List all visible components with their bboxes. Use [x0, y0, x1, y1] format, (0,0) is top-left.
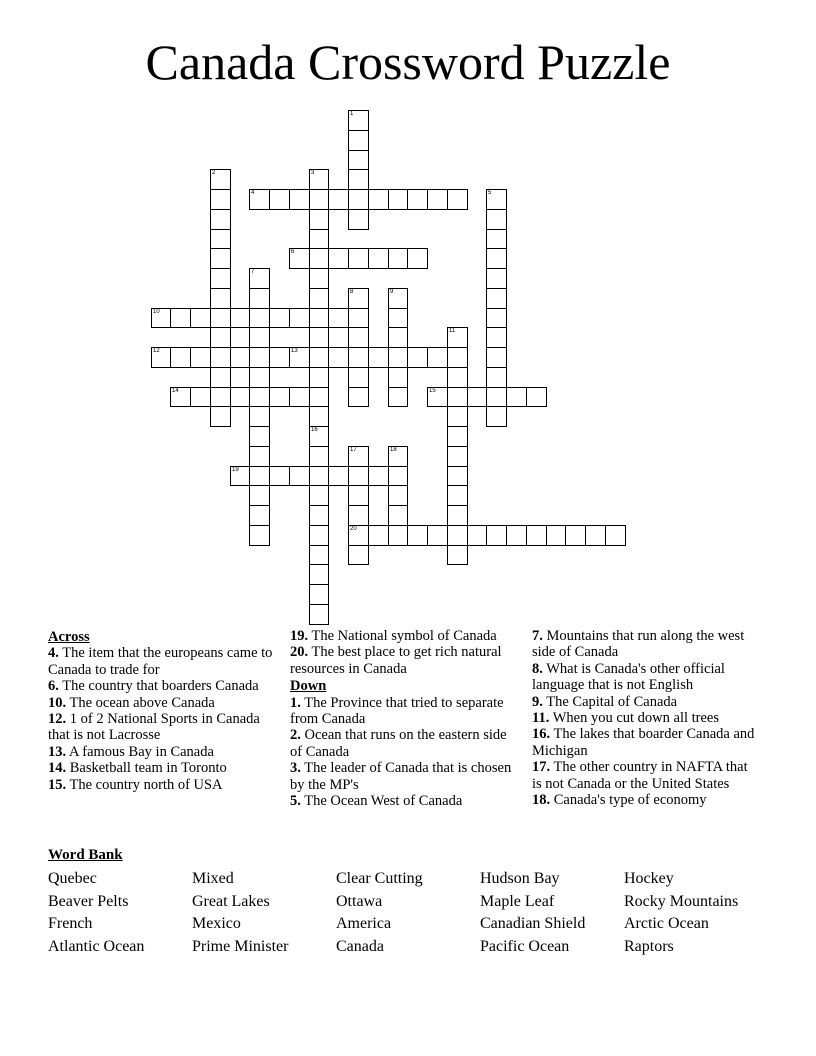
crossword-cell[interactable]	[230, 387, 250, 407]
crossword-cell[interactable]	[210, 248, 231, 269]
crossword-cell[interactable]	[309, 466, 329, 486]
down-clue: 2. Ocean that runs on the eastern side of Canada	[290, 727, 507, 760]
crossword-cell[interactable]	[348, 485, 369, 506]
crossword-cell[interactable]	[210, 268, 231, 289]
crossword-cell[interactable]	[467, 387, 487, 407]
crossword-cell[interactable]	[447, 189, 468, 210]
clues-column-3	[532, 628, 757, 808]
crossword-cell[interactable]	[309, 209, 329, 230]
crossword-cell[interactable]	[289, 347, 310, 368]
clue-number: 9	[390, 289, 394, 295]
crossword-cell[interactable]	[388, 367, 408, 388]
crossword-cell[interactable]	[447, 327, 468, 348]
crossword-cell[interactable]	[388, 466, 408, 486]
crossword-cell[interactable]	[309, 426, 329, 447]
crossword-cell[interactable]	[210, 169, 231, 190]
clue-number: 12	[153, 348, 160, 354]
down-clue: 18. Canada's type of economy	[532, 792, 707, 809]
crossword-cell[interactable]	[565, 525, 586, 546]
crossword-cell[interactable]	[249, 189, 270, 210]
crossword-cell[interactable]	[546, 525, 566, 546]
word-bank-word: French	[48, 915, 93, 932]
word-bank-word: Ottawa	[336, 892, 383, 910]
word-bank-word: Clear Cutting	[336, 870, 423, 887]
down-clue: 9. The Capital of Canada	[532, 693, 678, 710]
crossword-cell[interactable]	[309, 327, 329, 348]
crossword-cell[interactable]	[388, 525, 408, 546]
crossword-cell[interactable]	[486, 229, 507, 249]
clue-number: 7	[251, 269, 255, 275]
crossword-cell[interactable]	[388, 288, 408, 309]
crossword-cell[interactable]	[309, 229, 329, 249]
word-bank-column	[624, 868, 764, 958]
crossword-cell[interactable]	[309, 268, 329, 289]
crossword-cell[interactable]	[210, 367, 231, 388]
crossword-cell[interactable]	[210, 288, 231, 309]
clue-number: 2	[212, 170, 216, 176]
clue-number: 11	[449, 328, 456, 334]
crossword-cell[interactable]	[348, 169, 369, 190]
word-bank-column	[48, 868, 188, 958]
crossword-cell[interactable]	[249, 406, 270, 427]
crossword-cell[interactable]	[605, 525, 626, 546]
crossword-cell[interactable]	[249, 485, 270, 506]
crossword-cell[interactable]	[348, 327, 369, 348]
crossword-cell[interactable]	[309, 564, 329, 585]
crossword-cell[interactable]	[170, 308, 191, 328]
crossword-cell[interactable]	[427, 387, 448, 407]
crossword-cell[interactable]	[289, 308, 310, 328]
crossword-cell[interactable]	[447, 505, 468, 526]
crossword-cell[interactable]	[151, 347, 171, 368]
crossword-cell[interactable]	[348, 505, 369, 526]
crossword-cell[interactable]	[348, 150, 369, 170]
crossword-cell[interactable]	[486, 387, 507, 407]
down-clue: 5. The Ocean West of Canada	[290, 793, 463, 810]
crossword-cell[interactable]	[447, 347, 468, 368]
crossword-cell[interactable]	[249, 387, 270, 407]
crossword-cell[interactable]	[309, 545, 329, 565]
crossword-cell[interactable]	[585, 525, 606, 546]
across-clue: 12. 1 of 2 National Sports in Canada that is not Lacrosse	[48, 711, 260, 744]
crossword-cell[interactable]	[348, 288, 369, 309]
across-clue: 4. The item that the europeans came to Canada to trade for	[48, 645, 273, 678]
crossword-cell[interactable]	[388, 446, 408, 467]
crossword-cell[interactable]	[368, 189, 389, 210]
clue-number: 17	[350, 447, 357, 453]
clue-number: 4	[251, 190, 255, 196]
crossword-cell[interactable]	[486, 288, 507, 309]
crossword-cell[interactable]	[388, 308, 408, 328]
crossword-cell[interactable]	[388, 387, 408, 407]
clue-number: 20	[350, 526, 357, 532]
crossword-cell[interactable]	[467, 525, 487, 546]
crossword-cell[interactable]	[269, 387, 290, 407]
crossword-cell[interactable]	[348, 110, 369, 131]
crossword-cell[interactable]	[328, 347, 349, 368]
crossword-cell[interactable]	[447, 426, 468, 447]
across-clue: 15. The country north of USA	[48, 776, 223, 793]
crossword-cell[interactable]	[447, 387, 468, 407]
crossword-cell[interactable]	[269, 308, 290, 328]
crossword-cell[interactable]	[309, 505, 329, 526]
crossword-cell[interactable]	[309, 387, 329, 407]
word-bank-word: Canadian Shield	[480, 915, 586, 932]
crossword-cell[interactable]	[486, 308, 507, 328]
crossword-cell[interactable]	[407, 189, 428, 210]
word-bank-column	[336, 868, 476, 958]
word-bank-word: Canada	[336, 937, 384, 955]
crossword-cell[interactable]	[486, 268, 507, 289]
word-bank-word: Prime Minister	[192, 937, 289, 955]
crossword-cell[interactable]	[447, 466, 468, 486]
crossword-cell[interactable]	[170, 387, 191, 407]
crossword-cell[interactable]	[486, 347, 507, 368]
crossword-cell[interactable]	[447, 406, 468, 427]
crossword-cell[interactable]	[447, 367, 468, 388]
crossword-cell[interactable]	[348, 130, 369, 151]
crossword-cell[interactable]	[249, 466, 270, 486]
word-bank-word: America	[336, 915, 392, 932]
across-clue: 20. The best place to get rich natural resources in Canada	[290, 644, 502, 677]
crossword-cell[interactable]	[348, 545, 369, 565]
clue-number: 6	[291, 249, 295, 255]
crossword-cell[interactable]	[328, 308, 349, 328]
crossword-cell[interactable]	[309, 169, 329, 190]
down-clue: 7. Mountains that run along the west side of Canada	[532, 628, 745, 661]
crossword-cell[interactable]	[407, 248, 428, 269]
crossword-cell[interactable]	[289, 466, 310, 486]
down-clue: 3. The leader of Canada that is chosen by the MP's	[290, 760, 512, 793]
crossword-cell[interactable]	[427, 525, 448, 546]
word-bank-column	[192, 868, 332, 958]
crossword-cell[interactable]	[526, 525, 547, 546]
down-clue: 8. What is Canada's other official language that is not English	[532, 660, 725, 694]
down-clue: 1. The Province that tried to separate from Canada	[290, 694, 504, 728]
crossword-cell[interactable]	[210, 327, 231, 348]
crossword-cell[interactable]	[368, 248, 389, 269]
crossword-cell[interactable]	[309, 525, 329, 546]
crossword-cell[interactable]	[348, 446, 369, 467]
crossword-cell[interactable]	[348, 347, 369, 368]
crossword-cell[interactable]	[486, 525, 507, 546]
crossword-cell[interactable]	[348, 209, 369, 230]
crossword-cell[interactable]	[289, 248, 310, 269]
crossword-cell[interactable]	[526, 387, 547, 407]
crossword-cell[interactable]	[309, 406, 329, 427]
clue-number: 15	[429, 388, 436, 394]
crossword-cell[interactable]	[486, 406, 507, 427]
crossword-cell[interactable]	[427, 347, 448, 368]
word-bank-word: Atlantic Ocean	[48, 937, 145, 955]
crossword-cell[interactable]	[368, 466, 389, 486]
word-bank-word: Rocky Mountains	[624, 892, 739, 910]
crossword-cell[interactable]	[348, 248, 369, 269]
clue-number: 14	[172, 388, 179, 394]
crossword-cell[interactable]	[249, 327, 270, 348]
crossword-cell[interactable]	[210, 406, 231, 427]
crossword-cell[interactable]	[249, 505, 270, 526]
crossword-cell[interactable]	[486, 209, 507, 230]
crossword-cell[interactable]	[368, 525, 389, 546]
word-bank-heading: Word Bank	[48, 847, 123, 863]
crossword-cell[interactable]	[210, 209, 231, 230]
crossword-cell[interactable]	[388, 505, 408, 526]
word-bank-word: Quebec	[48, 870, 97, 887]
crossword-cell[interactable]	[210, 229, 231, 249]
crossword-cell[interactable]	[151, 308, 171, 328]
crossword-cell[interactable]	[447, 545, 468, 565]
crossword-cell[interactable]	[269, 189, 290, 210]
crossword-cell[interactable]	[249, 347, 270, 368]
clue-number: 18	[390, 447, 397, 453]
crossword-cell[interactable]	[447, 446, 468, 467]
crossword-cell[interactable]	[190, 387, 211, 407]
word-bank-word: Great Lakes	[192, 892, 270, 910]
crossword-cell[interactable]	[190, 347, 211, 368]
crossword-cell[interactable]	[486, 248, 507, 269]
crossword-cell[interactable]	[269, 466, 290, 486]
crossword-cell[interactable]	[388, 347, 408, 368]
crossword-cell[interactable]	[447, 525, 468, 546]
clue-number: 10	[153, 309, 160, 315]
across-clue: 19. The National symbol of Canada	[290, 628, 497, 644]
clue-number: 19	[232, 467, 239, 473]
crossword-cell[interactable]	[368, 347, 389, 368]
down-clue: 11. When you cut down all trees	[532, 710, 719, 727]
crossword-cell[interactable]	[328, 248, 349, 269]
clue-number: 16	[311, 427, 318, 433]
clues-column-1	[48, 628, 273, 793]
across-clue: 14. Basketball team in Toronto	[48, 760, 227, 777]
crossword-cell[interactable]	[348, 525, 369, 546]
crossword-cell[interactable]	[348, 308, 369, 328]
word-bank-word: Mexico	[192, 915, 241, 932]
crossword-cell[interactable]	[210, 387, 231, 407]
crossword-cell[interactable]	[486, 327, 507, 348]
crossword-cell[interactable]	[309, 367, 329, 388]
crossword-cell[interactable]	[427, 189, 448, 210]
across-clue: 6. The country that boarders Canada	[48, 678, 259, 695]
crossword-cell[interactable]	[309, 308, 329, 328]
crossword-cell[interactable]	[407, 525, 428, 546]
crossword-cell[interactable]	[447, 485, 468, 506]
word-bank-word: Hudson Bay	[480, 870, 560, 887]
crossword-cell[interactable]	[388, 189, 408, 210]
clue-number: 5	[488, 190, 492, 196]
crossword-cell[interactable]	[249, 268, 270, 289]
crossword-cell[interactable]	[486, 189, 507, 210]
word-bank-word: Pacific Ocean	[480, 937, 570, 955]
clue-number: 3	[311, 170, 315, 176]
word-bank-word: Hockey	[624, 870, 674, 887]
crossword-cell[interactable]	[309, 446, 329, 467]
clue-number: 13	[291, 348, 298, 354]
crossword-cell[interactable]	[249, 308, 270, 328]
crossword-cell[interactable]	[328, 466, 349, 486]
crossword-cell[interactable]	[348, 466, 369, 486]
crossword-cell[interactable]	[289, 189, 310, 210]
crossword-cell[interactable]	[289, 387, 310, 407]
crossword-cell[interactable]	[309, 485, 329, 506]
crossword-cell[interactable]	[486, 367, 507, 388]
crossword-cell[interactable]	[249, 426, 270, 447]
crossword-cell[interactable]	[190, 308, 211, 328]
across-heading: Across	[48, 629, 90, 645]
word-bank-word: Maple Leaf	[480, 892, 555, 910]
crossword-cell[interactable]	[309, 584, 329, 605]
crossword-cell[interactable]	[388, 248, 408, 269]
crossword-cell[interactable]	[309, 248, 329, 269]
crossword-cell[interactable]	[348, 189, 369, 210]
crossword-cell[interactable]	[210, 347, 231, 368]
crossword-cell[interactable]	[249, 446, 270, 467]
crossword-cell[interactable]	[506, 387, 527, 407]
crossword-cell[interactable]	[309, 189, 329, 210]
crossword-cell[interactable]	[170, 347, 191, 368]
word-bank-column	[480, 868, 620, 958]
crossword-cell[interactable]	[388, 485, 408, 506]
across-clue: 10. The ocean above Canada	[48, 694, 215, 711]
crossword-cell[interactable]	[407, 347, 428, 368]
crossword-cell[interactable]	[210, 308, 231, 328]
crossword-cell[interactable]	[230, 308, 250, 328]
across-clue: 13. A famous Bay in Canada	[48, 743, 214, 760]
down-clue: 17. The other country in NAFTA that is not Canada or the United States	[532, 759, 748, 792]
crossword-cell[interactable]	[309, 288, 329, 309]
crossword-cell[interactable]	[249, 367, 270, 388]
down-clue: 16. The lakes that boarder Canada and Michigan	[532, 726, 755, 759]
crossword-cell[interactable]	[309, 347, 329, 368]
clue-number: 1	[350, 111, 354, 117]
crossword-cell[interactable]	[230, 466, 250, 486]
word-bank-word: Mixed	[192, 870, 234, 887]
crossword-cell[interactable]	[328, 189, 349, 210]
clue-number: 8	[350, 289, 354, 295]
crossword-cell[interactable]	[210, 189, 231, 210]
word-bank-word: Arctic Ocean	[624, 915, 709, 932]
crossword-cell[interactable]	[506, 525, 527, 546]
crossword-cell[interactable]	[249, 288, 270, 309]
word-bank-word: Raptors	[624, 937, 674, 955]
crossword-cell[interactable]	[348, 387, 369, 407]
crossword-cell[interactable]	[348, 367, 369, 388]
crossword-cell[interactable]	[269, 347, 290, 368]
crossword-cell[interactable]	[249, 525, 270, 546]
page-title: Canada Crossword Puzzle	[145, 34, 671, 90]
down-heading: Down	[290, 678, 327, 695]
crossword-cell[interactable]	[309, 604, 329, 625]
crossword-cell[interactable]	[230, 347, 250, 368]
clues-column-2	[290, 628, 515, 809]
word-bank-word: Beaver Pelts	[48, 892, 129, 910]
crossword-cell[interactable]	[388, 327, 408, 348]
